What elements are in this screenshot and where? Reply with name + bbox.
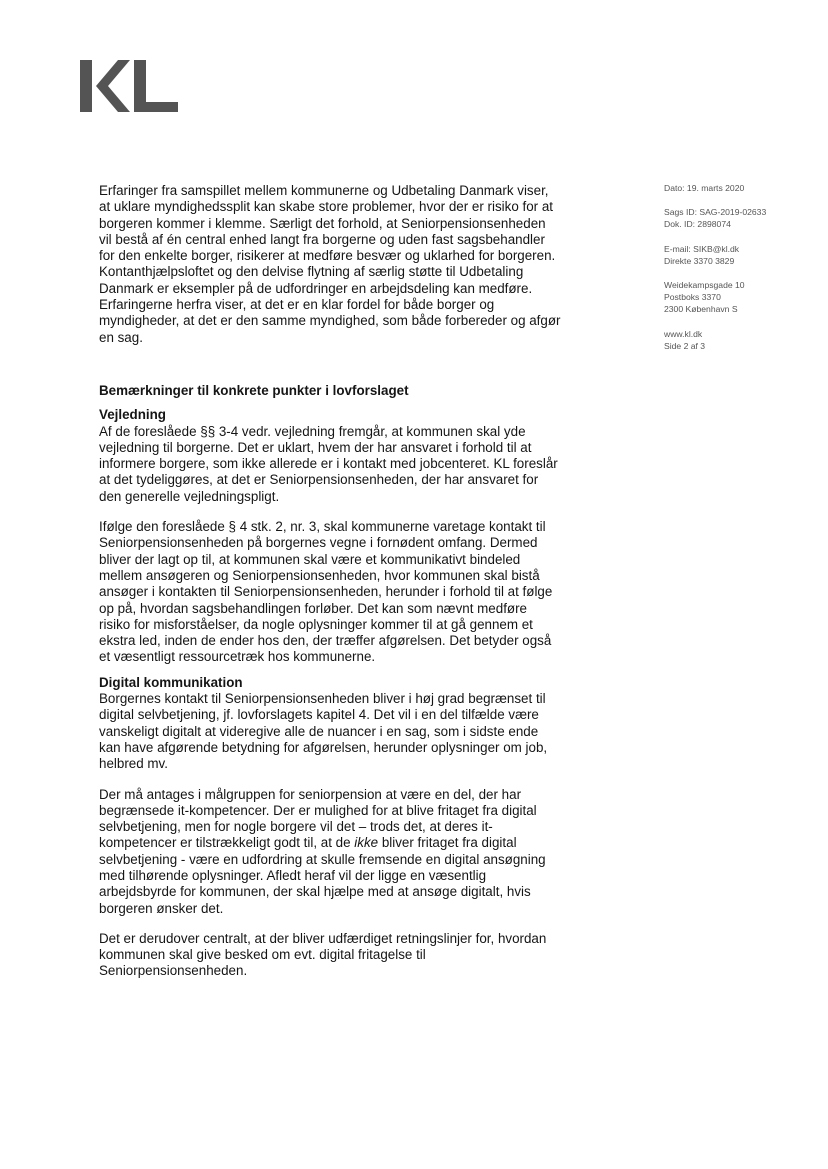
paragraph [99, 787, 561, 917]
kl-logo [80, 58, 178, 114]
page-number: Side 2 af 3 [664, 340, 706, 351]
paragraph: Det er derudover centralt, at der bliver udfærdiget retningslinjer for, hvordan kommunen skal give besked om evt. digital fritagelse til Seniorpensionsenheden. [99, 930, 547, 979]
document-metadata [664, 182, 814, 364]
paragraph: Af de foreslåede §§ 3-4 vedr. vejledning fremgår, at kommunen skal yde vejledning til borgerne. Det er uklart, hvem der har ansvaret i forhold til at informere borgere, som ikke allerede er i kontakt med jobcenteret. KL foreslår at det tydeliggøres, at det er Seniorpensionsenheden, der har ansvaret for den generelle vejledningspligt. [99, 423, 558, 504]
paragraph: Ifølge den foreslåede § 4 stk. 2, nr. 3, skal kommunerne varetage kontakt til Seniorpensionsenheden på borgernes vegne i fornødent omfang. Dermed bliver der lagt op til, at kommunen skal være et kommunikativt bindeled mellem ansøgeren og Seniorpensionsenheden, hvor kommunen skal bistå ansøger i kontakten til Seniorpensionsenheden, herunder i forhold til at følge op på, hvordan sagsbehandlingen forløber. Det kan som nævnt medføre risiko for misforståelser, da nogle oplysninger kommer til at gå gennem et ekstra led, inden de ender hos den, der træffer afgørelsen. Det betyder også et væsentligt ressourcetræk hos kommunerne. [99, 519, 553, 665]
address-city: 2300 København S [664, 304, 738, 315]
paragraph: Borgernes kontakt til Seniorpensionsenheden bliver i høj grad begrænset til digital selvbetjening, jf. lovforslagets kapitel 4. Det vil i en del tilfælde være vanskeligt digitalt at videregive alle de nuancer i en sag, som i sidste ende kan have afgørende betydning for afgørelsen, herunder oplysninger om job, helbred mv. [99, 691, 548, 772]
emphasis: ikke [354, 835, 379, 851]
phone-line: Direkte 3370 3829 [664, 255, 735, 266]
paragraph-text: bliver fritaget fra digital selvbetjening - være en udfordring at skulle fremsende en digital ansøgning med tilhørende oplysninger. Afledt heraf vil der ligge en væsentlig arbejdsbyrde for kommunen, der skal hjælpe med at ansøge digitalt, hvis borgeren ønsker det. [99, 835, 546, 916]
letter-body [99, 183, 561, 994]
section-heading-digital: Digital kommunikation [99, 674, 243, 690]
address-street: Weidekampsgade 10 [664, 280, 745, 291]
section-heading-vejledning: Vejledning [99, 407, 166, 423]
intro-paragraph: Erfaringer fra samspillet mellem kommunerne og Udbetaling Danmark viser, at uklare myndighedssplit kan skabe store problemer, hvor der er risiko for at borgeren kommer i klemme. Særligt det forhold, at Seniorpensionsenheden vil bestå af én central enhed langt fra borgerne og uden fast sagsbehandler for den enkelte borger, risikerer at medføre besvær og uklarhed for borgeren. Kontanthjælpsloftet og den delvise flytning af særlig støtte til Udbetaling Danmark er eksempler på de udfordringer en arbejdsdeling kan medføre. Erfaringerne herfra viser, at det er en klar fordel for både borger og myndigheder, at det er den samme myndighed, som både forbereder og afgør en sag. [99, 183, 561, 345]
main-heading: Bemærkninger til konkrete punkter i lovforslaget [99, 382, 409, 398]
email-line: E-mail: SIKB@kl.dk [664, 243, 740, 254]
doc-id: Dok. ID: 2898074 [664, 219, 731, 230]
date-line: Dato: 19. marts 2020 [664, 183, 745, 193]
address-pobox: Postboks 3370 [664, 292, 721, 303]
website: www.kl.dk [664, 328, 703, 339]
paragraph-text: Der må antages i målgruppen for seniorpension at være en del, der har begrænsede it-kompetencer. Der er mulighed for at blive fritaget fra digital selvbetjening, men for nogle borgere vil det – trods det, at deres it-kompetencer er tilstrækkeligt godt til, at de [99, 786, 537, 851]
case-id: Sags ID: SAG-2019-02633 [664, 207, 767, 218]
